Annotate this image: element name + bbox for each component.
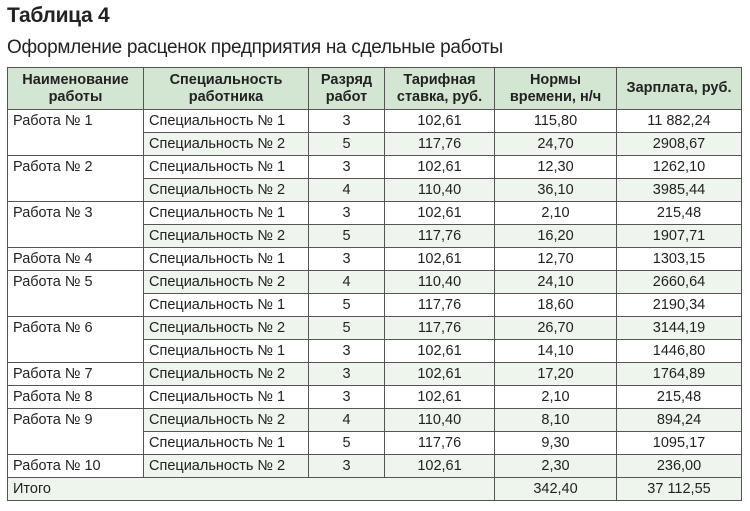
salary-cell: 1303,15 (617, 248, 742, 271)
rates-table (7, 67, 742, 501)
specialty-cell: Специальность № 1 (144, 340, 309, 363)
tariff-rate-cell: 117,76 (385, 317, 495, 340)
time-norm-cell: 18,60 (495, 294, 617, 317)
table-subtitle: Оформление расценок предприятия на сдельные работы (7, 37, 503, 58)
time-norm-cell: 2,10 (495, 202, 617, 225)
specialty-cell: Специальность № 2 (144, 317, 309, 340)
work-name-cell: Работа № 9 (8, 409, 144, 455)
table-row (8, 271, 742, 294)
table-row (8, 363, 742, 386)
tariff-rate-cell: 117,76 (385, 432, 495, 455)
work-name-cell: Работа № 5 (8, 271, 144, 317)
time-norm-cell: 115,80 (495, 110, 617, 133)
time-norm-cell: 17,20 (495, 363, 617, 386)
salary-cell: 2190,34 (617, 294, 742, 317)
specialty-cell: Специальность № 1 (144, 432, 309, 455)
work-name-cell: Работа № 10 (8, 455, 144, 478)
grade-cell: 4 (309, 271, 385, 294)
time-norm-cell: 16,20 (495, 225, 617, 248)
salary-cell: 1764,89 (617, 363, 742, 386)
column-header-time-norms: Нормы времени, н/ч (495, 68, 617, 110)
grade-cell: 5 (309, 225, 385, 248)
salary-cell: 215,48 (617, 202, 742, 225)
time-norm-cell: 8,10 (495, 409, 617, 432)
tariff-rate-cell: 110,40 (385, 271, 495, 294)
specialty-cell: Специальность № 2 (144, 271, 309, 294)
specialty-cell: Специальность № 2 (144, 225, 309, 248)
tariff-rate-cell: 110,40 (385, 409, 495, 432)
specialty-cell: Специальность № 1 (144, 248, 309, 271)
total-time-norm-cell: 342,40 (495, 478, 617, 501)
specialty-cell: Специальность № 1 (144, 156, 309, 179)
table-row (8, 409, 742, 432)
grade-cell: 3 (309, 363, 385, 386)
work-name-cell: Работа № 2 (8, 156, 144, 202)
time-norm-cell: 14,10 (495, 340, 617, 363)
work-name-cell: Работа № 3 (8, 202, 144, 248)
grade-cell: 4 (309, 179, 385, 202)
tariff-rate-cell: 117,76 (385, 294, 495, 317)
table-row (8, 386, 742, 409)
grade-cell: 3 (309, 455, 385, 478)
table-header-row (8, 68, 742, 110)
tariff-rate-cell: 102,61 (385, 248, 495, 271)
grade-cell: 3 (309, 386, 385, 409)
time-norm-cell: 12,30 (495, 156, 617, 179)
grade-cell: 5 (309, 432, 385, 455)
time-norm-cell: 26,70 (495, 317, 617, 340)
grade-cell: 5 (309, 317, 385, 340)
work-name-cell: Работа № 1 (8, 110, 144, 156)
grade-cell: 3 (309, 156, 385, 179)
time-norm-cell: 24,70 (495, 133, 617, 156)
tariff-rate-cell: 102,61 (385, 363, 495, 386)
tariff-rate-cell: 117,76 (385, 225, 495, 248)
table-row (8, 455, 742, 478)
specialty-cell: Специальность № 1 (144, 294, 309, 317)
grade-cell: 3 (309, 340, 385, 363)
salary-cell: 2660,64 (617, 271, 742, 294)
specialty-cell: Специальность № 1 (144, 386, 309, 409)
column-header-salary: Зарплата, руб. (617, 68, 742, 110)
column-header-tariff-rate: Тарифная ставка, руб. (385, 68, 495, 110)
grade-cell: 4 (309, 409, 385, 432)
specialty-cell: Специальность № 1 (144, 110, 309, 133)
total-row (8, 478, 742, 501)
tariff-rate-cell: 102,61 (385, 202, 495, 225)
salary-cell: 1095,17 (617, 432, 742, 455)
table-row (8, 248, 742, 271)
total-salary-cell: 37 112,55 (617, 478, 742, 501)
salary-cell: 1262,10 (617, 156, 742, 179)
salary-cell: 215,48 (617, 386, 742, 409)
time-norm-cell: 24,10 (495, 271, 617, 294)
salary-cell: 2908,67 (617, 133, 742, 156)
salary-cell: 3985,44 (617, 179, 742, 202)
specialty-cell: Специальность № 2 (144, 455, 309, 478)
grade-cell: 5 (309, 294, 385, 317)
grade-cell: 3 (309, 248, 385, 271)
table-row (8, 156, 742, 179)
column-header-work-name: Наименование работы (8, 68, 144, 110)
work-name-cell: Работа № 8 (8, 386, 144, 409)
time-norm-cell: 12,70 (495, 248, 617, 271)
salary-cell: 1907,71 (617, 225, 742, 248)
grade-cell: 3 (309, 202, 385, 225)
work-name-cell: Работа № 4 (8, 248, 144, 271)
specialty-cell: Специальность № 1 (144, 202, 309, 225)
salary-cell: 236,00 (617, 455, 742, 478)
table-row (8, 317, 742, 340)
table-row (8, 110, 742, 133)
time-norm-cell: 36,10 (495, 179, 617, 202)
salary-cell: 1446,80 (617, 340, 742, 363)
tariff-rate-cell: 102,61 (385, 110, 495, 133)
work-name-cell: Работа № 6 (8, 317, 144, 363)
work-name-cell: Работа № 7 (8, 363, 144, 386)
table-number-title: Таблица 4 (7, 4, 110, 27)
specialty-cell: Специальность № 2 (144, 409, 309, 432)
table-body (8, 110, 742, 501)
grade-cell: 5 (309, 133, 385, 156)
table-caption (7, 4, 503, 60)
time-norm-cell: 9,30 (495, 432, 617, 455)
total-label-cell: Итого (8, 478, 495, 501)
tariff-rate-cell: 102,61 (385, 340, 495, 363)
specialty-cell: Специальность № 2 (144, 363, 309, 386)
salary-cell: 894,24 (617, 409, 742, 432)
column-header-specialty: Специальность работника (144, 68, 309, 110)
salary-cell: 3144,19 (617, 317, 742, 340)
tariff-rate-cell: 102,61 (385, 156, 495, 179)
tariff-rate-cell: 117,76 (385, 133, 495, 156)
grade-cell: 3 (309, 110, 385, 133)
column-header-grade: Разряд работ (309, 68, 385, 110)
time-norm-cell: 2,10 (495, 386, 617, 409)
salary-cell: 11 882,24 (617, 110, 742, 133)
table-row (8, 202, 742, 225)
tariff-rate-cell: 102,61 (385, 455, 495, 478)
specialty-cell: Специальность № 2 (144, 179, 309, 202)
tariff-rate-cell: 110,40 (385, 179, 495, 202)
time-norm-cell: 2,30 (495, 455, 617, 478)
tariff-rate-cell: 102,61 (385, 386, 495, 409)
specialty-cell: Специальность № 2 (144, 133, 309, 156)
